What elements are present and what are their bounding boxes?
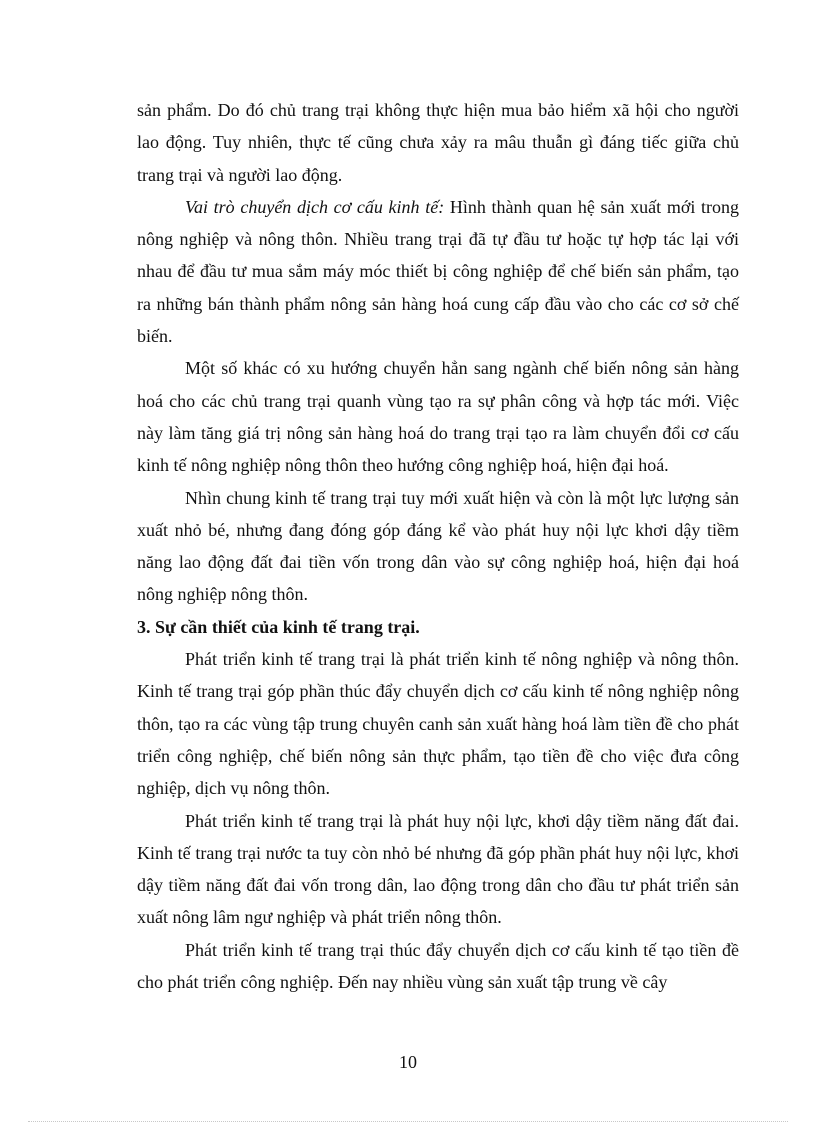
paragraph-necessity-1: Phát triển kinh tế trang trại là phát triển kinh tế nông nghiệp và nông thôn. Kinh tế trang trại góp phần thúc đẩy chuyển dịch cơ cấu kinh tế nông nghiệp nông thôn, tạo ra các vùng tập trung chuyên canh sản xuất hàng hoá làm tiền đề cho phát triển công nghiệp, chế biến nông sản thực phẩm, tạo tiền đề cho việc đưa công nghiệp, dịch vụ nông thôn. — [137, 649, 739, 799]
paragraph-necessity-3: Phát triển kinh tế trang trại thúc đẩy chuyển dịch cơ cấu kinh tế tạo tiền đề cho phát triển công nghiệp. Đến nay nhiều vùng sản xuất tập trung về cây — [137, 939, 739, 993]
page-number: 10 — [399, 1052, 417, 1072]
paragraph-processing-shift: Một số khác có xu hướng chuyển hẳn sang ngành chế biến nông sản hàng hoá cho các chủ trang trại quanh vùng tạo ra sự phân công và hợp tác mới. Việc này làm tăng giá trị nông sản hàng hoá do trang trại tạo ra làm chuyển đổi cơ cấu kinh tế nông nghiệp nông thôn theo hướng công nghiệp hoá, hiện đại hoá. — [137, 358, 739, 476]
paragraph-lead-italic: Vai trò chuyển dịch cơ cấu kinh tế: — [185, 196, 445, 217]
paragraph-summary: Nhìn chung kinh tế trang trại tuy mới xuất hiện và còn là một lực lượng sản xuất nhỏ bé, nhưng đang đóng góp đáng kể vào phát huy nội lực khơi dậy tiềm năng lao động đất đai tiền vốn trong dân vào sự công nghiệp hoá, hiện đại hoá nông nghiệp nông thôn. — [137, 487, 739, 605]
page-bottom-divider — [28, 1121, 788, 1122]
document-body — [137, 94, 739, 998]
section-heading: 3. Sự cần thiết của kinh tế trang trại. — [137, 616, 420, 637]
paragraph-necessity-2: Phát triển kinh tế trang trại là phát huy nội lực, khơi dậy tiềm năng đất đai. Kinh tế trang trại nước ta tuy còn nhỏ bé nhưng đã góp phần phát huy nội lực, khơi dậy tiềm năng đất đai vốn trong dân, lao động trong dân cho đầu tư phát triển sản xuất nông lâm ngư nghiệp và phát triển nông thôn. — [137, 810, 739, 928]
paragraph-body-text: Hình thành quan hệ sản xuất mới trong nông nghiệp và nông thôn. Nhiều trang trại đã tự đầu tư hoặc tự hợp tác lại với nhau để đầu tư mua sắm máy móc thiết bị công nghiệp để chế biến sản phẩm, tạo ra những bán thành phẩm nông sản hàng hoá cung cấp đầu vào cho các cơ sở chế biến. — [137, 196, 740, 347]
paragraph-continuation: sản phẩm. Do đó chủ trang trại không thực hiện mua bảo hiểm xã hội cho người lao động. Tuy nhiên, thực tế cũng chưa xảy ra mâu thuẫn gì đáng tiếc giữa chủ trang trại và người lao động. — [137, 100, 739, 185]
paragraph-economic-restructuring-role — [137, 191, 739, 352]
